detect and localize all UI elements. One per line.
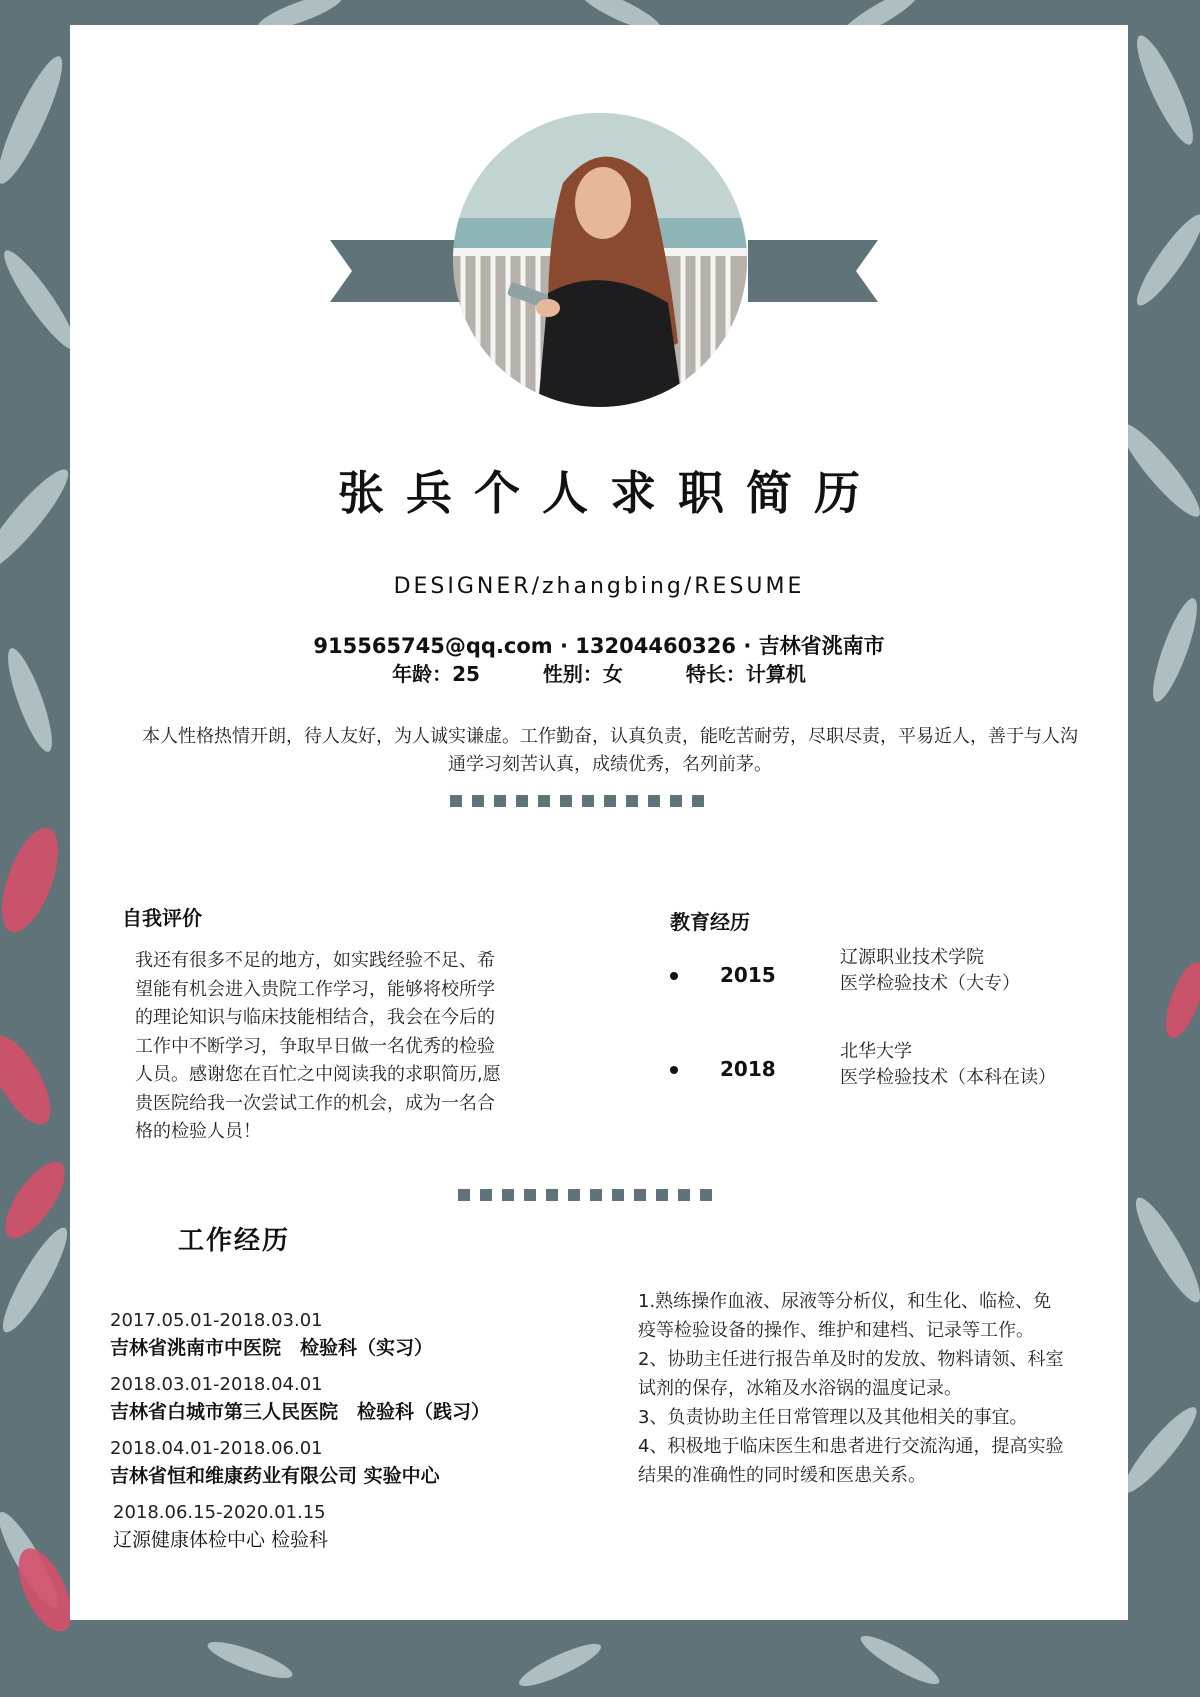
specialty-info: 特长：计算机 xyxy=(685,662,806,686)
self-eval-line: 的理论知识与临床技能相结合，我会在今后的 xyxy=(135,1007,495,1028)
duty-line: 疫等检验设备的操作、维护和建档、记录等工作。 xyxy=(638,1320,1034,1341)
gender-info: 性别：女 xyxy=(542,662,623,686)
education-item xyxy=(670,945,1130,1005)
self-eval-text xyxy=(135,947,555,1147)
divider-dots xyxy=(458,1189,712,1201)
education-school: 辽源职业技术学院 xyxy=(840,947,984,968)
education-heading: 教育经历 xyxy=(670,910,750,934)
contact-line: 915565745@qq.com · 13204460326 · 吉林省洮南市 xyxy=(313,634,885,658)
education-year: 2018 xyxy=(720,1057,776,1081)
self-eval-line: 工作中不断学习，争取早日做一名优秀的检验 xyxy=(135,1035,495,1057)
job-place: 辽源健康体检中心 检验科 xyxy=(113,1529,329,1551)
job-duties xyxy=(638,1287,1108,1490)
job-place: 吉林省白城市第三人民医院 检验科（践习） xyxy=(110,1401,491,1423)
self-eval-line: 贵医院给我一次尝试工作的机会，成为一名合 xyxy=(135,1092,495,1114)
self-eval-line: 格的检验人员！ xyxy=(135,1121,261,1142)
duty-line: 2、协助主任进行报告单及时的发放、物料请领、科室 xyxy=(638,1349,1064,1370)
education-item xyxy=(670,1039,1130,1099)
job-dates: 2018.04.01-2018.06.01 xyxy=(110,1438,323,1459)
job-entry xyxy=(110,1308,610,1362)
resume-subtitle: DESIGNER/zhangbing/RESUME xyxy=(393,574,805,599)
resume-sheet xyxy=(70,25,1128,1620)
intro-paragraph: 本人性格热情开朗，待人友好，为人诚实谦虚。工作勤奋，认真负责，能吃苦耐劳，尽职尽责，平易近人，善于与人沟通学习刻苦认真，成绩优秀，名列前茅。 xyxy=(142,726,1078,775)
self-eval-line: 人员。感谢您在百忙之中阅读我的求职简历,愿 xyxy=(135,1064,501,1085)
personal-info xyxy=(70,661,1128,687)
bullet-icon xyxy=(670,972,678,980)
work-heading: 工作经历 xyxy=(178,1226,291,1256)
self-eval-line: 望能有机会进入贵院工作学习，能够将校所学 xyxy=(135,978,495,1000)
resume-title: 张兵个人求职简历 xyxy=(338,466,882,520)
self-eval-line: 我还有很多不足的地方，如实践经验不足、希 xyxy=(135,950,495,971)
self-eval-heading: 自我评价 xyxy=(122,906,202,930)
age-info: 年龄：25 xyxy=(392,662,480,686)
education-major: 医学检验技术（本科在读） xyxy=(840,1067,1056,1088)
duty-line: 试剂的保存，冰箱及水浴锅的温度记录。 xyxy=(638,1378,962,1399)
education-major: 医学检验技术（大专） xyxy=(840,973,1020,994)
job-dates: 2018.03.01-2018.04.01 xyxy=(110,1374,323,1395)
job-place: 吉林省恒和维康药业有限公司 实验中心 xyxy=(110,1465,440,1487)
job-place: 吉林省洮南市中医院 检验科（实习） xyxy=(110,1337,434,1359)
job-entry xyxy=(110,1436,610,1490)
job-entry xyxy=(113,1500,613,1554)
job-dates: 2018.06.15-2020.01.15 xyxy=(113,1502,326,1523)
education-school: 北华大学 xyxy=(840,1041,912,1062)
duty-line: 4、积极地于临床医生和患者进行交流沟通，提高实验 xyxy=(638,1436,1064,1457)
job-dates: 2017.05.01-2018.03.01 xyxy=(110,1310,323,1331)
profile-photo xyxy=(453,113,747,407)
divider-dots xyxy=(450,795,704,807)
duty-line: 1.熟练操作血液、尿液等分析仪，和生化、临检、免 xyxy=(638,1291,1052,1312)
duty-line: 结果的准确性的同时缓和医患关系。 xyxy=(638,1465,926,1486)
bullet-icon xyxy=(670,1066,678,1074)
duty-line: 3、负责协助主任日常管理以及其他相关的事宜。 xyxy=(638,1407,1028,1428)
education-year: 2015 xyxy=(720,963,776,987)
job-entry xyxy=(110,1372,610,1426)
